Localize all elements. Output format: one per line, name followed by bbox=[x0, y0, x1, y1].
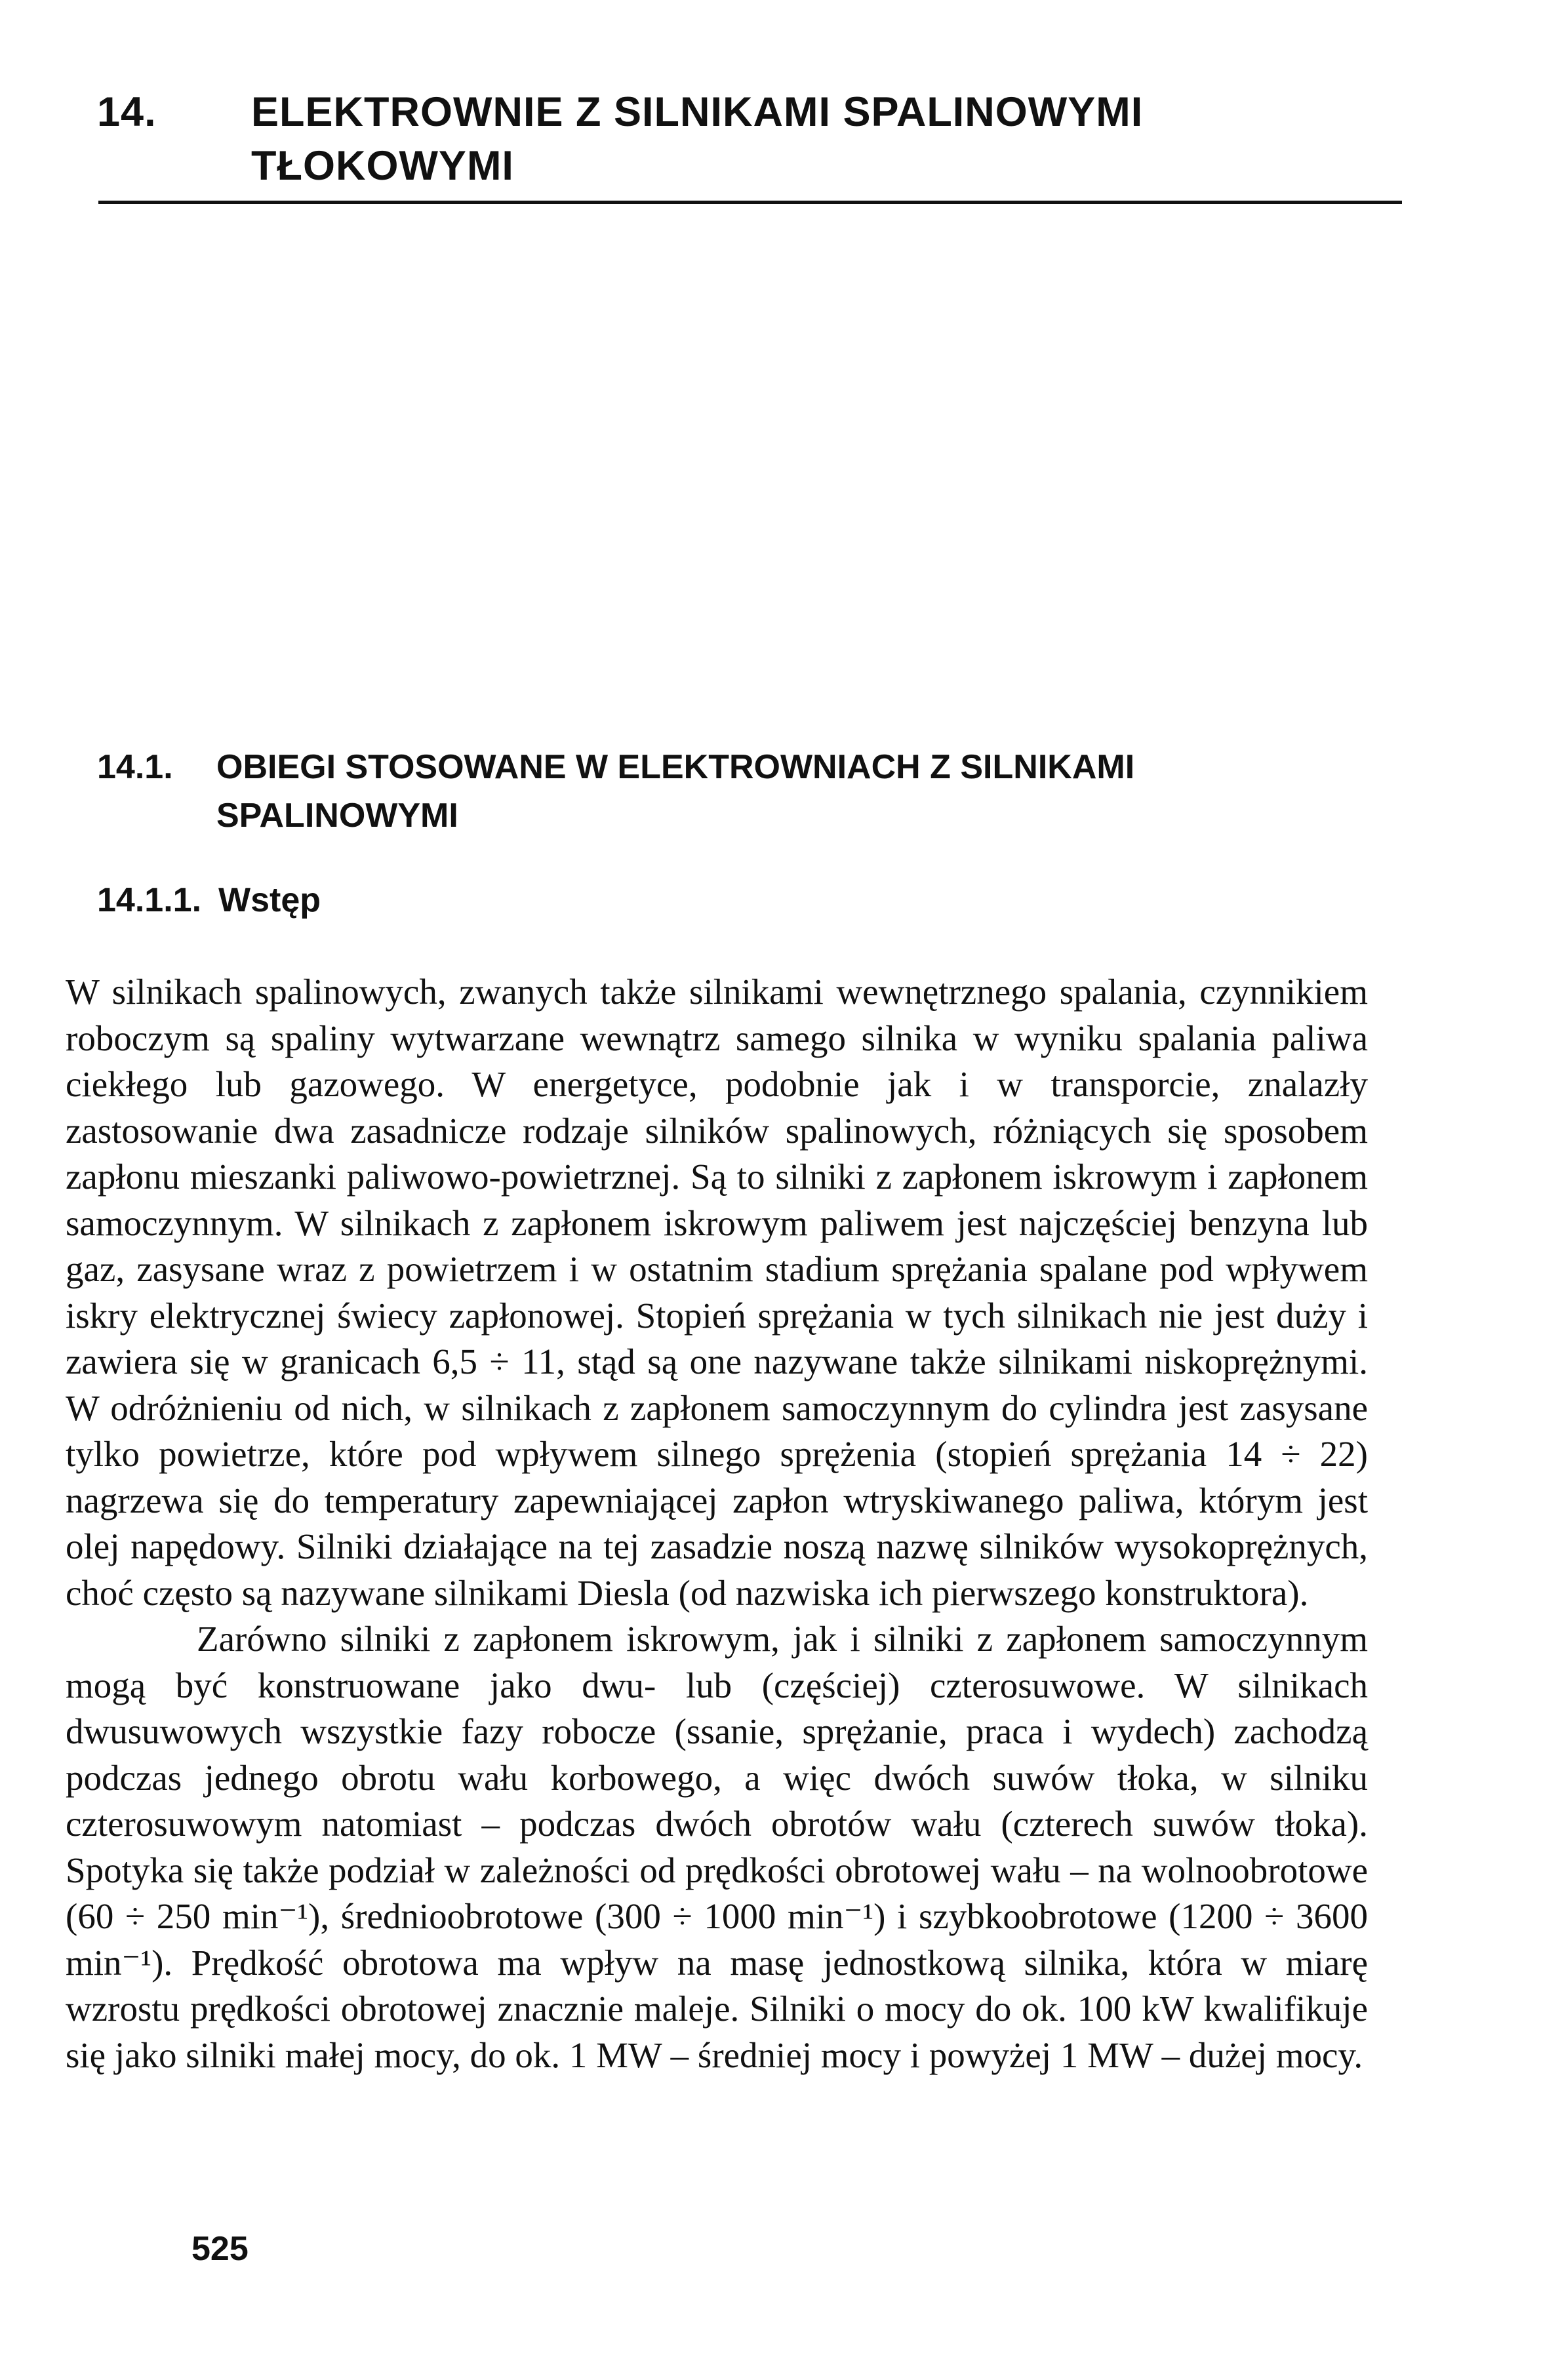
page-number: 525 bbox=[191, 2230, 249, 2268]
subsection-title: Wstęp bbox=[218, 881, 321, 919]
chapter-title: ELEKTROWNIE Z SILNIKAMI SPALINOWYMI TŁOKOWYMI bbox=[251, 89, 1144, 189]
chapter-number: 14. bbox=[97, 89, 157, 135]
subsection-number: 14.1.1. bbox=[97, 881, 202, 919]
chapter-rule bbox=[98, 201, 1402, 204]
section-title: OBIEGI STOSOWANE W ELEKTROWNIACH Z SILNIKAMI SPALINOWYMI bbox=[216, 748, 1135, 835]
paragraph-1: W silnikach spalinowych, zwanych także silnikami wewnętrznego spalania, czynnikiem roboczym są spaliny wytwarzane wewnątrz samego silnika w wyniku spalania paliwa ciekłego lub gazowego. W energetyce, podobnie jak i w transporcie, znalazły zastosowanie dwa zasadnicze rodzaje silników spalinowych, różniących się sposobem zapłonu mieszanki paliwowo-powietrznej. Są to silniki z zapłonem iskrowym i zapłonem samoczynnym. W silnikach z zapłonem iskrowym paliwem jest najczęściej benzyna lub gaz, zasysane wraz z powietrzem i w ostatnim stadium sprężania spalane pod wpływem iskry elektrycznej świecy zapłonowej. Stopień sprężania w tych silnikach nie jest duży i zawiera się w granicach 6,5 ÷ 11, stąd są one nazywane także silnikami niskoprężnymi. W odróżnieniu od nich, w silnikach z zapłonem samoczynnym do cylindra jest zasysane tylko powietrze, które pod wpływem silnego sprężenia (stopień sprężania 14 ÷ 22) nagrzewa się do temperatury zapewniającej zapłon wtryskiwanego paliwa, którym jest olej napędowy. Silniki działające na tej zasadzie noszą nazwę silników wysokoprężnych, choć często są nazywane silnikami Diesla (od nazwiska ich pierwszego konstruktora). bbox=[66, 972, 1368, 1613]
body-text bbox=[66, 969, 1368, 2078]
section-number: 14.1. bbox=[97, 748, 173, 786]
paragraph-2: Zarówno silniki z zapłonem iskrowym, jak i silniki z zapłonem samoczynnym mogą być konstruowane jako dwu- lub (częściej) czterosuwowe. W silnikach dwusuwowych wszystkie fazy robocze (ssanie, sprężanie, praca i wydech) zachodzą podczas jednego obrotu wału korbowego, a więc dwóch suwów tłoka, w silniku czterosuwowym natomiast – podczas dwóch obrotów wału (czterech suwów tłoka). Spotyka się także podział w zależności od prędkości obrotowej wału – na wolnoobrotowe (60 ÷ 250 min⁻¹), średnioobrotowe (300 ÷ 1000 min⁻¹) i szybkoobrotowe (1200 ÷ 3600 min⁻¹). Prędkość obrotowa ma wpływ na masę jednostkową silnika, która w miarę wzrostu prędkości obrotowej znacznie maleje. Silniki o mocy do ok. 100 kW kwalifikuje się jako silniki małej mocy, do ok. 1 MW – średniej mocy i powyżej 1 MW – dużej mocy. bbox=[66, 1619, 1368, 2075]
subsection-heading bbox=[97, 877, 321, 923]
